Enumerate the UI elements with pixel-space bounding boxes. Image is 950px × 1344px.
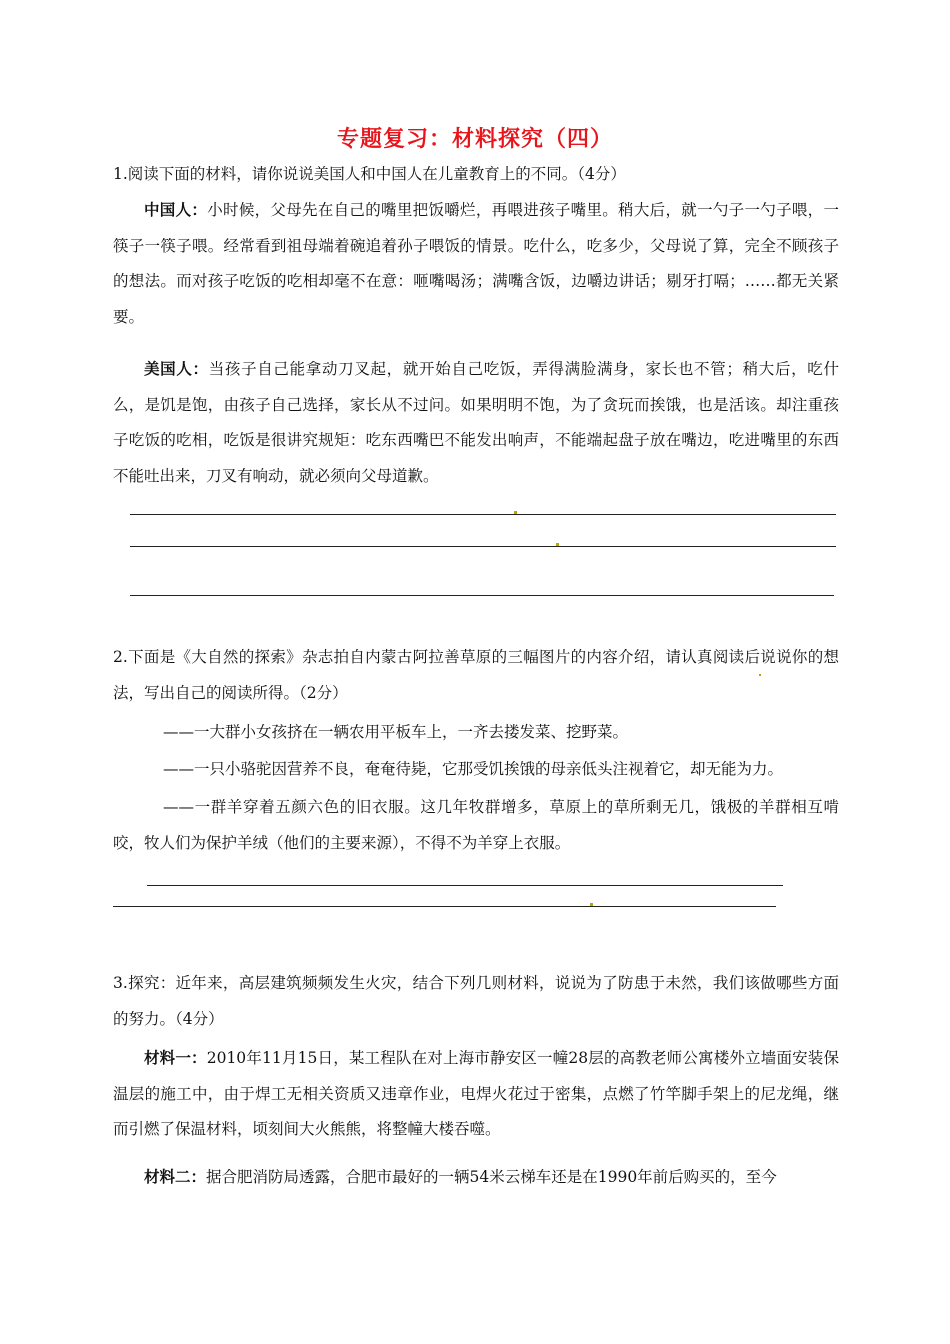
question-2-prompt: 2.下面是《大自然的探索》杂志拍自内蒙古阿拉善草原的三幅图片的内容介绍，请认真阅读后说说你的想法，写出自己的阅读所得。（2分） [113, 648, 839, 702]
material-2-label: 材料二： [144, 1168, 207, 1186]
answer-line-5[interactable] [113, 906, 776, 907]
answer-line-1[interactable] [130, 514, 836, 515]
chinese-label: 中国人： [144, 201, 208, 219]
ink-dot [759, 674, 761, 676]
chinese-parenting-paragraph [113, 193, 839, 335]
question-1-prompt: 1.阅读下面的材料，请你说说美国人和中国人在儿童教育上的不同。（4分） [113, 165, 626, 183]
picture-description-1: ——一大群小女孩挤在一辆农用平板车上，一齐去搂发菜、挖野菜。 [163, 723, 629, 741]
american-label: 美国人： [144, 360, 209, 378]
ink-dot [556, 543, 559, 546]
american-text: 当孩子自己能拿动刀叉起，就开始自己吃饭，弄得满脸满身，家长也不管；稍大后，吃什么，是饥是饱，由孩子自己选择，家长从不过问。如果明明不饱，为了贪玩而挨饿，也是活该。却注重孩子吃饭的吃相，吃饭是很讲究规矩：吃东西嘴巴不能发出响声，不能端起盘子放在嘴边，吃进嘴里的东西不能吐出来，刀叉有响动，就必须向父母道歉。 [113, 360, 839, 485]
picture-description-3: ——一群羊穿着五颜六色的旧衣服。这几年牧群增多，草原上的草所剩无几，饿极的羊群相互啃咬，牧人们为保护羊绒（他们的主要来源），不得不为羊穿上衣服。 [113, 798, 839, 852]
material-2-text: 据合肥消防局透露，合肥市最好的一辆54米云梯车还是在1990年前后购买的，至今 [206, 1168, 777, 1186]
page-title: 专题复习：材料探究（四） [336, 127, 613, 152]
material-2-paragraph [113, 1160, 839, 1196]
ink-dot [590, 903, 593, 906]
question-3-prompt: 3.探究：近年来，高层建筑频频发生火灾，结合下列几则材料，说说为了防患于未然，我们该做哪些方面的努力。（4分） [113, 974, 839, 1028]
material-1-text: 2010年11月15日，某工程队在对上海市静安区一幢28层的高教老师公寓楼外立墙面安装保温层的施工中，由于焊工无相关资质又违章作业，电焊火花过于密集，点燃了竹竿脚手架上的尼龙绳，继而引燃了保温材料，顷刻间大火熊熊，将整幢大楼吞噬。 [113, 1049, 839, 1138]
chinese-text: 小时候，父母先在自己的嘴里把饭嚼烂，再喂进孩子嘴里。稍大后，就一勺子一勺子喂，一筷子一筷子喂。经常看到祖母端着碗追着孙子喂饭的情景。吃什么，吃多少，父母说了算，完全不顾孩子的想法。而对孩子吃饭的吃相却毫不在意：咂嘴喝汤；满嘴含饭，边嚼边讲话；剔牙打嗝；……都无关紧要。 [113, 201, 839, 326]
answer-line-2[interactable] [130, 546, 836, 547]
ink-dot [514, 511, 517, 514]
american-parenting-paragraph [113, 352, 839, 494]
answer-line-4[interactable] [147, 885, 783, 886]
material-1-paragraph [113, 1041, 839, 1148]
picture-description-2: ——一只小骆驼因营养不良，奄奄待毙，它那受饥挨饿的母亲低头注视着它，却无能为力。 [163, 760, 784, 778]
material-1-label: 材料一： [144, 1049, 207, 1067]
answer-line-3[interactable] [130, 595, 834, 596]
